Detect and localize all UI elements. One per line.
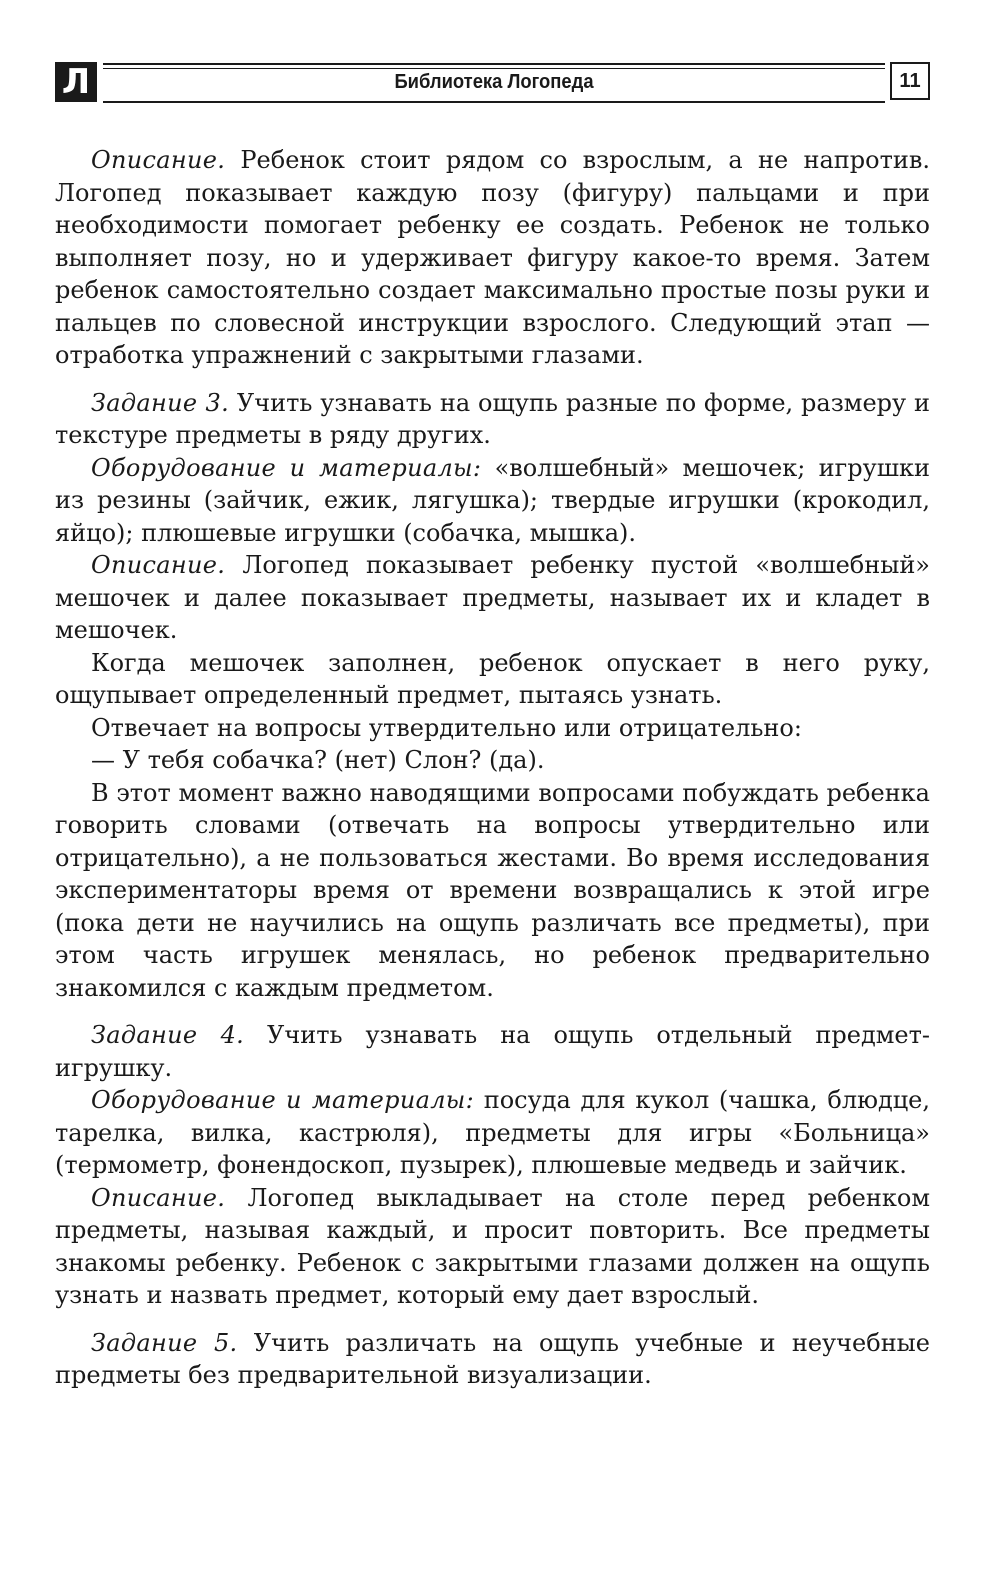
paragraph-text: Ребенок стоит рядом со взрослым, а не напротив. Логопед показывает каждую позу (фигуру) пальцами и при необходимости помогает ребенку ее создать. Ребенок не только выполняет позу, но и удерживает фигуру какое-то время. Затем ребенок самостоятельно создает максимально простые позы руки и пальцев по словесной инструкции взрослого. Следующий этап — отработка упражнений с закрытыми глазами. [55, 146, 930, 369]
paragraph-text: посуда для кукол (чашка, блюдце, тарелка, вилка, кастрюля), предметы для игры «Больница» (термометр, фонендоскоп, пузырек), плюшевые медведь и зайчик. [55, 1086, 931, 1179]
paragraph [55, 549, 930, 647]
paragraph-lead: Описание. [91, 551, 226, 579]
paragraph-lead: Задание 5. [91, 1328, 238, 1357]
paragraph-text: Учить узнавать на ощупь разные по форме, размеру и текстуре предметы в ряду других. [55, 388, 930, 449]
paragraph [55, 452, 930, 550]
paragraph [55, 387, 930, 452]
paragraph-text: — У тебя собачка? (нет) Слон? (да). [91, 746, 545, 774]
paragraph [55, 144, 930, 372]
paragraph-text: В этот момент важно наводящими вопросами побуждать ребенка говорить словами (отвечать на вопросы утвердительно или отрицательно), а не пользоваться жестами. Во время исследования экспериментаторы время от времени возвращались к этой игре (пока дети не научились на ощупь различать все предметы), при этом часть игрушек менялась, но ребенок предварительно знакомился с каждым предметом. [55, 778, 930, 1002]
paragraph-text: Учить узнавать на ощупь отдельный предмет-игрушку. [55, 1021, 931, 1082]
paragraph [55, 1019, 930, 1084]
paragraph [55, 777, 930, 1005]
paragraph-text: Логопед выкладывает на столе перед ребенком предметы, называя каждый, и просит повторить. Все предметы знакомы ребенку. Ребенок с закрытыми глазами должен на ощупь узнать и назвать предмет, который ему дает взрослый. [55, 1183, 930, 1309]
paragraph [55, 1327, 930, 1392]
paragraph [55, 647, 930, 712]
paragraph [55, 744, 930, 777]
paragraph-lead: Оборудование и материалы: [91, 1086, 475, 1114]
paragraph-text: «волшебный» мешочек; игрушки из резины (зайчик, ежик, лягушка); твердые игрушки (крокодил, яйцо); плюшевые игрушки (собачка, мышка). [55, 453, 930, 547]
paragraph-text: Учить различать на ощупь учебные и неучебные предметы без предварительной визуализации. [55, 1328, 930, 1389]
header-rule [103, 63, 885, 103]
paragraph [55, 1084, 930, 1182]
paragraph-text: Когда мешочек заполнен, ребенок опускает в него руку, ощупывает определенный предмет, пытаясь узнать. [55, 648, 930, 709]
paragraph-text: Отвечает на вопросы утвердительно или отрицательно: [91, 713, 802, 742]
paragraph-lead: Оборудование и материалы: [91, 453, 482, 482]
paragraph-text: Логопед показывает ребенку пустой «волшебный» мешочек и далее показывает предметы, называет их и кладет в мешочек. [55, 551, 930, 644]
paragraph [55, 712, 930, 745]
page-number: 11 [890, 62, 930, 100]
series-logo: Л [55, 62, 97, 102]
paragraph-lead: Описание. [91, 1183, 226, 1212]
page-body [55, 144, 930, 1392]
page-header [55, 62, 930, 102]
paragraph-lead: Описание. [91, 146, 226, 174]
running-title: Библиотека Логопеда [394, 71, 594, 93]
paragraph-lead: Задание 3. [91, 388, 230, 417]
paragraph [55, 1182, 930, 1312]
paragraph-lead: Задание 4. [91, 1021, 245, 1049]
